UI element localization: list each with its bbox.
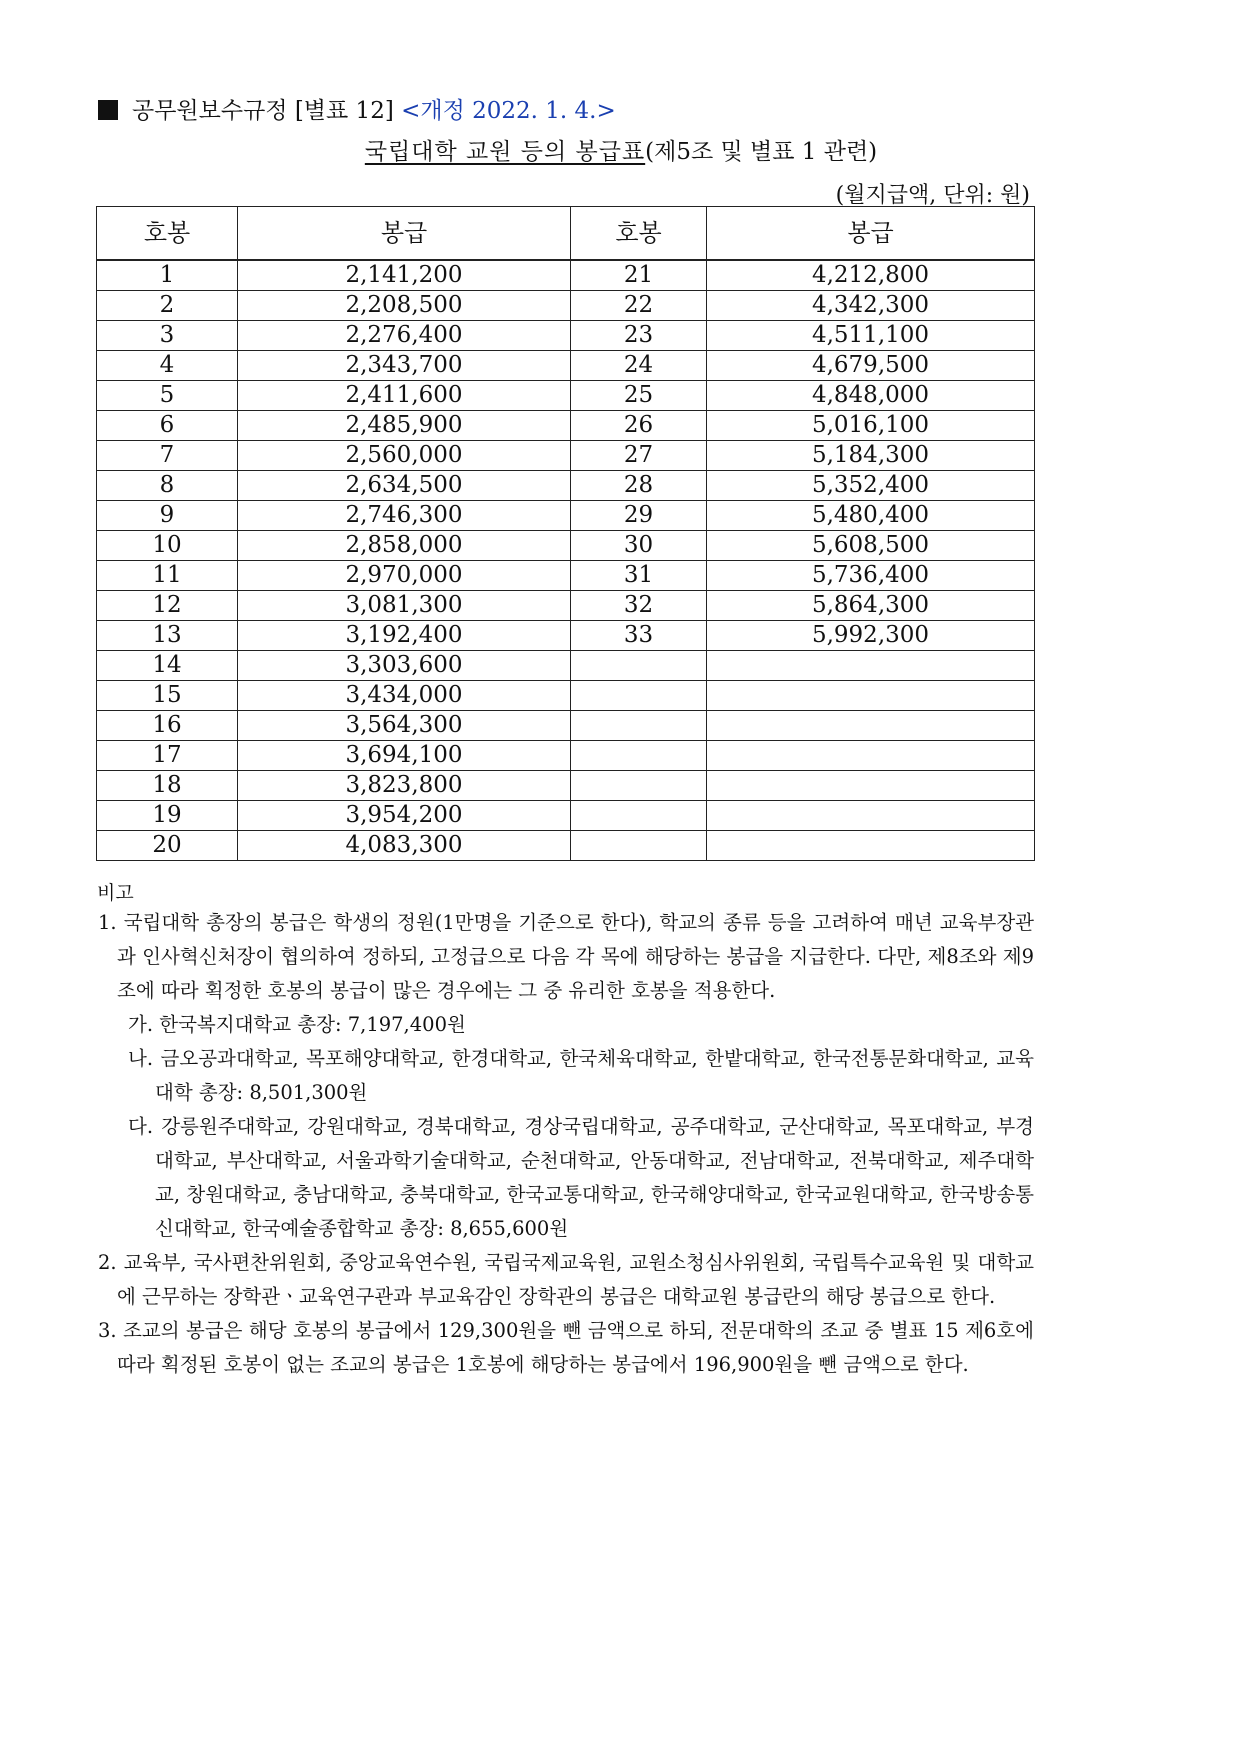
empty-cell xyxy=(571,801,707,831)
step-cell: 20 xyxy=(97,831,238,861)
column-header-step: 호봉 xyxy=(97,207,238,261)
pay-cell: 5,480,400 xyxy=(707,501,1035,531)
empty-cell xyxy=(571,711,707,741)
empty-cell xyxy=(707,651,1035,681)
pay-cell: 4,511,100 xyxy=(707,321,1035,351)
salary-table xyxy=(96,206,1035,861)
column-header-pay: 봉급 xyxy=(707,207,1035,261)
step-cell: 5 xyxy=(97,381,238,411)
table-title-suffix: (제5조 및 별표 1 관련) xyxy=(645,139,878,165)
remark-note-2: 2. 교육부, 국사편찬위원회, 중앙교육연수원, 국립국제교육원, 교원소청심사위원회, 국립특수교육원 및 대학교에 근무하는 장학관ㆍ교육연구관과 부교육감인 장학관의 봉급은 대학교원 봉급란의 해당 봉급으로 한다. xyxy=(98,1251,1034,1308)
table-row xyxy=(97,801,1035,831)
step-cell: 1 xyxy=(97,260,238,291)
table-row xyxy=(97,621,1035,651)
empty-cell xyxy=(707,681,1035,711)
pay-cell: 3,954,200 xyxy=(238,801,571,831)
empty-cell xyxy=(707,711,1035,741)
step-cell: 18 xyxy=(97,771,238,801)
pay-cell: 3,303,600 xyxy=(238,651,571,681)
step-cell: 29 xyxy=(571,501,707,531)
empty-cell xyxy=(571,741,707,771)
pay-cell: 2,858,000 xyxy=(238,531,571,561)
table-header-row xyxy=(97,207,1035,261)
step-cell: 7 xyxy=(97,441,238,471)
step-cell: 22 xyxy=(571,291,707,321)
remark-note-1 xyxy=(98,906,1034,1246)
step-cell: 24 xyxy=(571,351,707,381)
empty-cell xyxy=(707,741,1035,771)
step-cell: 32 xyxy=(571,591,707,621)
step-cell: 23 xyxy=(571,321,707,351)
step-cell: 31 xyxy=(571,561,707,591)
table-row xyxy=(97,381,1035,411)
column-header-step: 호봉 xyxy=(571,207,707,261)
pay-cell: 4,848,000 xyxy=(707,381,1035,411)
pay-cell: 5,352,400 xyxy=(707,471,1035,501)
step-cell: 4 xyxy=(97,351,238,381)
table-row xyxy=(97,501,1035,531)
step-cell: 11 xyxy=(97,561,238,591)
pay-cell: 3,434,000 xyxy=(238,681,571,711)
empty-cell xyxy=(571,831,707,861)
step-cell: 15 xyxy=(97,681,238,711)
step-cell: 17 xyxy=(97,741,238,771)
table-row xyxy=(97,351,1035,381)
table-title-main: 국립대학 교원 등의 봉급표 xyxy=(364,139,646,165)
step-cell: 12 xyxy=(97,591,238,621)
remark-note-1-text: 1. 국립대학 총장의 봉급은 학생의 정원(1만명을 기준으로 한다), 학교의 종류 등을 고려하여 매년 교육부장관과 인사혁신처장이 협의하여 정하되, 고정급으로 다음 각 목에 해당하는 봉급을 지급한다. 다만, 제8조와 제9조에 따라 획정한 호봉의 봉급이 많은 경우에는 그 중 유리한 호봉을 적용한다. xyxy=(98,911,1034,1002)
step-cell: 30 xyxy=(571,531,707,561)
pay-cell: 5,736,400 xyxy=(707,561,1035,591)
table-row xyxy=(97,441,1035,471)
empty-cell xyxy=(707,771,1035,801)
pay-cell: 4,083,300 xyxy=(238,831,571,861)
step-cell: 6 xyxy=(97,411,238,441)
table-row xyxy=(97,321,1035,351)
black-square-icon xyxy=(98,100,118,120)
step-cell: 13 xyxy=(97,621,238,651)
pay-cell: 3,823,800 xyxy=(238,771,571,801)
step-cell: 2 xyxy=(97,291,238,321)
table-row xyxy=(97,591,1035,621)
pay-cell: 2,343,700 xyxy=(238,351,571,381)
column-header-pay: 봉급 xyxy=(238,207,571,261)
regulation-reference: 공무원보수규정 [별표 12] xyxy=(132,98,394,124)
table-row xyxy=(97,471,1035,501)
table-row xyxy=(97,741,1035,771)
step-cell: 19 xyxy=(97,801,238,831)
table-row xyxy=(97,531,1035,561)
step-cell: 28 xyxy=(571,471,707,501)
table-row xyxy=(97,681,1035,711)
empty-cell xyxy=(707,801,1035,831)
pay-cell: 4,342,300 xyxy=(707,291,1035,321)
step-cell: 9 xyxy=(97,501,238,531)
pay-cell: 2,970,000 xyxy=(238,561,571,591)
step-cell: 27 xyxy=(571,441,707,471)
step-cell: 8 xyxy=(97,471,238,501)
remark-subitem-ga: 가. 한국복지대학교 총장: 7,197,400원 xyxy=(128,1013,466,1036)
pay-cell: 3,192,400 xyxy=(238,621,571,651)
pay-cell: 2,485,900 xyxy=(238,411,571,441)
step-cell: 14 xyxy=(97,651,238,681)
remarks-notes xyxy=(98,906,1034,1382)
table-row xyxy=(97,561,1035,591)
pay-cell: 2,634,500 xyxy=(238,471,571,501)
step-cell: 26 xyxy=(571,411,707,441)
empty-cell xyxy=(571,651,707,681)
table-row xyxy=(97,291,1035,321)
step-cell: 21 xyxy=(571,260,707,291)
pay-cell: 5,864,300 xyxy=(707,591,1035,621)
unit-note: (월지급액, 단위: 원) xyxy=(835,183,1030,208)
step-cell: 16 xyxy=(97,711,238,741)
table-row xyxy=(97,771,1035,801)
step-cell: 3 xyxy=(97,321,238,351)
remarks-label: 비고 xyxy=(97,882,134,904)
empty-cell xyxy=(571,771,707,801)
remark-subitem-na: 나. 금오공과대학교, 목포해양대학교, 한경대학교, 한국체육대학교, 한밭대학교, 한국전통문화대학교, 교육대학 총장: 8,501,300원 xyxy=(128,1047,1034,1104)
pay-cell: 3,694,100 xyxy=(238,741,571,771)
pay-cell: 5,184,300 xyxy=(707,441,1035,471)
remark-subitem-da: 다. 강릉원주대학교, 강원대학교, 경북대학교, 경상국립대학교, 공주대학교, 군산대학교, 목포대학교, 부경대학교, 부산대학교, 서울과학기술대학교, 순천대학교, 안동대학교, 전남대학교, 전북대학교, 제주대학교, 창원대학교, 충남대학교, 충북대학교, 한국교통대학교, 한국해양대학교, 한국교원대학교, 한국방송통신대학교, 한국예술종합학교 총장: 8,655,600원 xyxy=(128,1115,1034,1240)
table-row xyxy=(97,831,1035,861)
pay-cell: 5,992,300 xyxy=(707,621,1035,651)
amendment-date: <개정 2022. 1. 4.> xyxy=(401,98,616,124)
pay-cell: 3,564,300 xyxy=(238,711,571,741)
pay-cell: 5,608,500 xyxy=(707,531,1035,561)
pay-cell: 3,081,300 xyxy=(238,591,571,621)
step-cell: 33 xyxy=(571,621,707,651)
table-row xyxy=(97,711,1035,741)
pay-cell: 2,560,000 xyxy=(238,441,571,471)
pay-cell: 2,746,300 xyxy=(238,501,571,531)
pay-cell: 2,276,400 xyxy=(238,321,571,351)
empty-cell xyxy=(707,831,1035,861)
pay-cell: 2,141,200 xyxy=(238,260,571,291)
regulation-header xyxy=(98,92,616,125)
step-cell: 10 xyxy=(97,531,238,561)
pay-cell: 5,016,100 xyxy=(707,411,1035,441)
pay-cell: 4,679,500 xyxy=(707,351,1035,381)
remark-note-3: 3. 조교의 봉급은 해당 호봉의 봉급에서 129,300원을 뺀 금액으로 하되, 전문대학의 조교 중 별표 15 제6호에 따라 획정된 호봉이 없는 조교의 봉급은 1호봉에 해당하는 봉급에서 196,900원을 뺀 금액으로 한다. xyxy=(98,1319,1034,1376)
table-title xyxy=(0,133,1242,166)
table-row xyxy=(97,260,1035,291)
table-row xyxy=(97,651,1035,681)
step-cell: 25 xyxy=(571,381,707,411)
pay-cell: 4,212,800 xyxy=(707,260,1035,291)
empty-cell xyxy=(571,681,707,711)
pay-cell: 2,208,500 xyxy=(238,291,571,321)
table-row xyxy=(97,411,1035,441)
pay-cell: 2,411,600 xyxy=(238,381,571,411)
